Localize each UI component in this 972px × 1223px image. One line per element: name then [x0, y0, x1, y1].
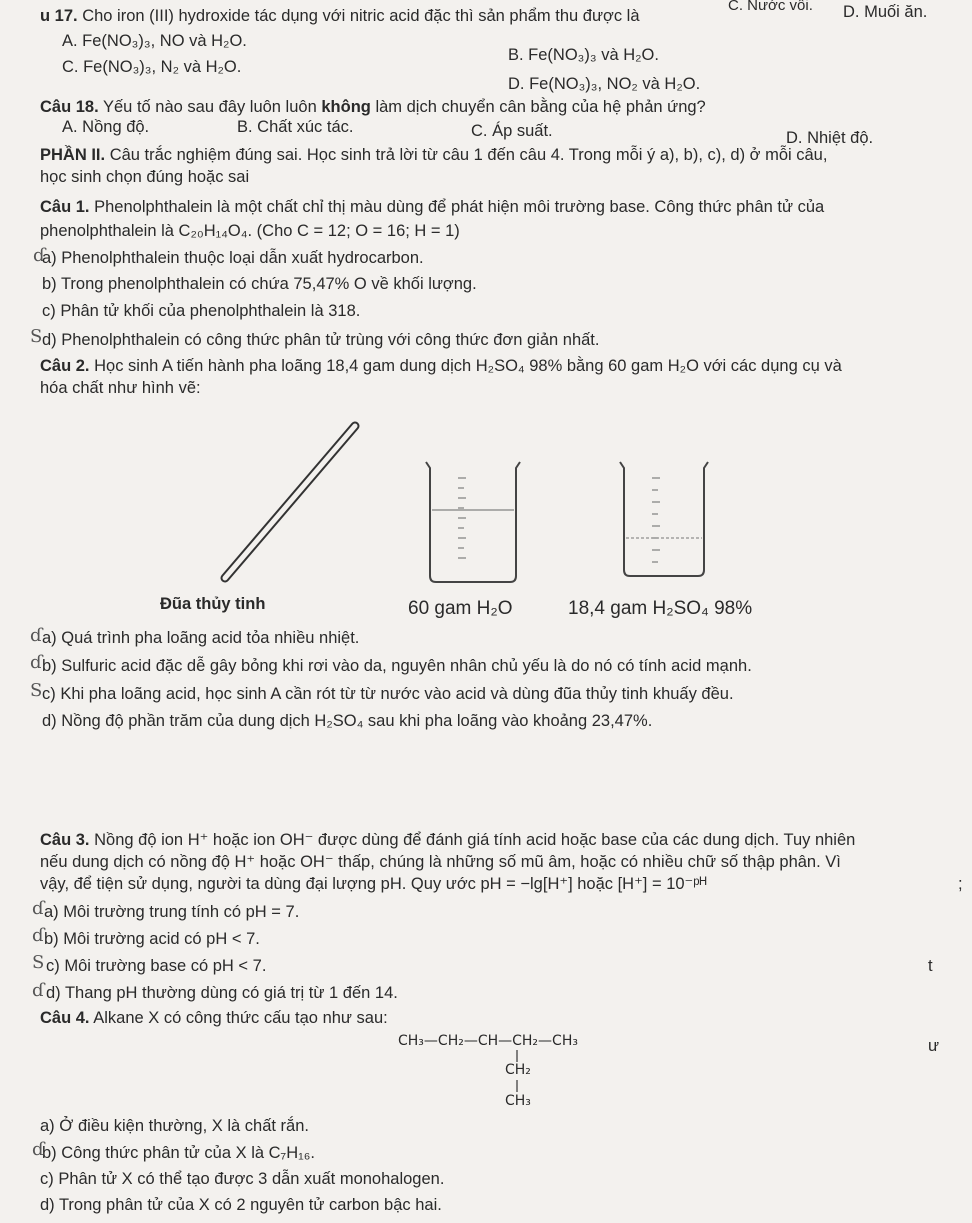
c1-stem-line2: phenolphthalein là C₂₀H₁₄O₄. (Cho C = 12; O = 16; H = 1) — [40, 222, 460, 240]
handwritten-mark: ɗ — [32, 1139, 45, 1160]
structural-formula-branch-ch3: CH₃ — [505, 1093, 531, 1109]
q17-option-a: A. Fe(NO₃)₃, NO và H₂O. — [62, 32, 247, 50]
caption-glass-rod: Đũa thủy tinh — [160, 595, 266, 613]
c3-statement-b: b) Môi trường acid có pH < 7. — [44, 930, 260, 948]
c1-statement-c: c) Phân tử khối của phenolphthalein là 318. — [42, 302, 361, 320]
q17-option-c: C. Fe(NO₃)₃, N₂ và H₂O. — [62, 58, 242, 76]
q18-stem: Câu 18. Yếu tố nào sau đây luôn luôn không làm dịch chuyển cân bằng của hệ phản ứng? — [40, 98, 706, 116]
q18-option-b: B. Chất xúc tác. — [237, 118, 354, 136]
c1-statement-d: d) Phenolphthalein có công thức phân tử trùng với công thức đơn giản nhất. — [42, 331, 600, 349]
c2-stem: Câu 2. Học sinh A tiến hành pha loãng 18,4 gam dung dịch H₂SO₄ 98% bằng 60 gam H₂O với các dụng cụ và — [40, 357, 842, 375]
structural-formula-branch-ch2: CH₂ — [505, 1062, 531, 1078]
q18-option-d: D. Nhiệt độ. — [786, 129, 874, 147]
c2-stem-line2: hóa chất như hình vẽ: — [40, 379, 201, 397]
prev-option-c: C. Nước vôi. — [728, 0, 813, 14]
c4-statement-a: a) Ở điều kiện thường, X là chất rắn. — [40, 1117, 309, 1135]
c1-stem: Câu 1. Phenolphthalein là một chất chỉ thị màu dùng để phát hiện môi trường base. Công thức phân tử của — [40, 198, 825, 216]
caption-acid: 18,4 gam H₂SO₄ 98% — [568, 598, 753, 619]
handwritten-s-mark: S — [32, 952, 45, 973]
c3-statement-c: c) Môi trường base có pH < 7. — [46, 957, 267, 975]
c4-statement-d: d) Trong phân tử của X có 2 nguyên tử carbon bậc hai. — [40, 1196, 442, 1214]
c3-stem: Câu 3. Nồng độ ion H⁺ hoặc ion OH⁻ được dùng để đánh giá tính acid hoặc base của các dung dịch. Tuy nhiên — [40, 831, 856, 849]
handwritten-mark: ɗ — [32, 980, 45, 1001]
c4-statement-c: c) Phân tử X có thể tạo được 3 dẫn xuất monohalogen. — [40, 1170, 445, 1188]
handwritten-check-mark: ɗ — [33, 245, 46, 266]
c4-stem: Câu 4. Alkane X có công thức cấu tạo như sau: — [40, 1009, 388, 1027]
handwritten-mark: ɗ — [32, 925, 45, 946]
part2-instructions: PHẦN II. Câu trắc nghiệm đúng sai. Học sinh trả lời từ câu 1 đến câu 4. Trong mỗi ý a), b), c), d) ở mỗi câu, — [40, 146, 828, 164]
margin-mark: ư — [928, 1037, 940, 1055]
q17-stem: u 17. Cho iron (III) hydroxide tác dụng với nitric acid đặc thì sản phẩm thu được là — [40, 7, 640, 25]
c1-statement-b: b) Trong phenolphthalein có chứa 75,47% O về khối lượng. — [42, 275, 477, 293]
structural-formula-main-chain: CH₃—CH₂—CH—CH₂—CH₃ — [398, 1033, 578, 1049]
q18-option-a: A. Nồng độ. — [62, 118, 150, 136]
handwritten-mark: ɗ — [32, 898, 45, 919]
q17-option-d: D. Fe(NO₃)₃, NO₂ và H₂O. — [508, 75, 701, 93]
margin-mark: t — [928, 957, 933, 975]
c3-statement-d: d) Thang pH thường dùng có giá trị từ 1 đến 14. — [46, 984, 398, 1002]
q18-option-c: C. Áp suất. — [471, 122, 553, 140]
handwritten-s-mark: S — [30, 326, 43, 347]
handwritten-mark: ɗ — [30, 625, 43, 646]
handwritten-mark: ɗ — [30, 652, 43, 673]
handwritten-s-mark: S — [30, 680, 43, 701]
c1-statement-a: a) Phenolphthalein thuộc loại dẫn xuất hydrocarbon. — [42, 249, 424, 267]
c3-stem-line2: nếu dung dịch có nồng độ H⁺ hoặc OH⁻ thấp, chúng là những số mũ âm, hoặc có nhiều chữ số thập phân. Vì — [40, 853, 841, 871]
c3-stem-line3: vậy, để tiện sử dụng, người ta dùng đại lượng pH. Quy ước pH = −lg[H⁺] hoặc [H⁺] = 10⁻ᵖᴴ — [40, 875, 707, 893]
prev-option-d: D. Muối ăn. — [843, 3, 928, 21]
part2-instructions-line2: học sinh chọn đúng hoặc sai — [40, 168, 250, 186]
c2-statement-c: c) Khi pha loãng acid, học sinh A cần rót từ từ nước vào acid và dùng đũa thủy tinh khuấy đều. — [42, 685, 734, 703]
q17-option-b: B. Fe(NO₃)₃ và H₂O. — [508, 46, 659, 64]
caption-water: 60 gam H₂O — [408, 598, 513, 619]
c3-statement-a: a) Môi trường trung tính có pH = 7. — [44, 903, 300, 921]
c2-statement-d: d) Nồng độ phần trăm của dung dịch H₂SO₄ sau khi pha loãng vào khoảng 23,47%. — [42, 712, 653, 730]
c4-statement-b: b) Công thức phân tử của X là C₇H₁₆. — [42, 1144, 315, 1162]
c2-statement-b: b) Sulfuric acid đặc dễ gây bỏng khi rơi vào da, nguyên nhân chủ yếu là do nó có tính acid mạnh. — [42, 657, 752, 675]
c2-statement-a: a) Quá trình pha loãng acid tỏa nhiều nhiệt. — [42, 629, 360, 647]
margin-mark: ; — [958, 875, 963, 893]
